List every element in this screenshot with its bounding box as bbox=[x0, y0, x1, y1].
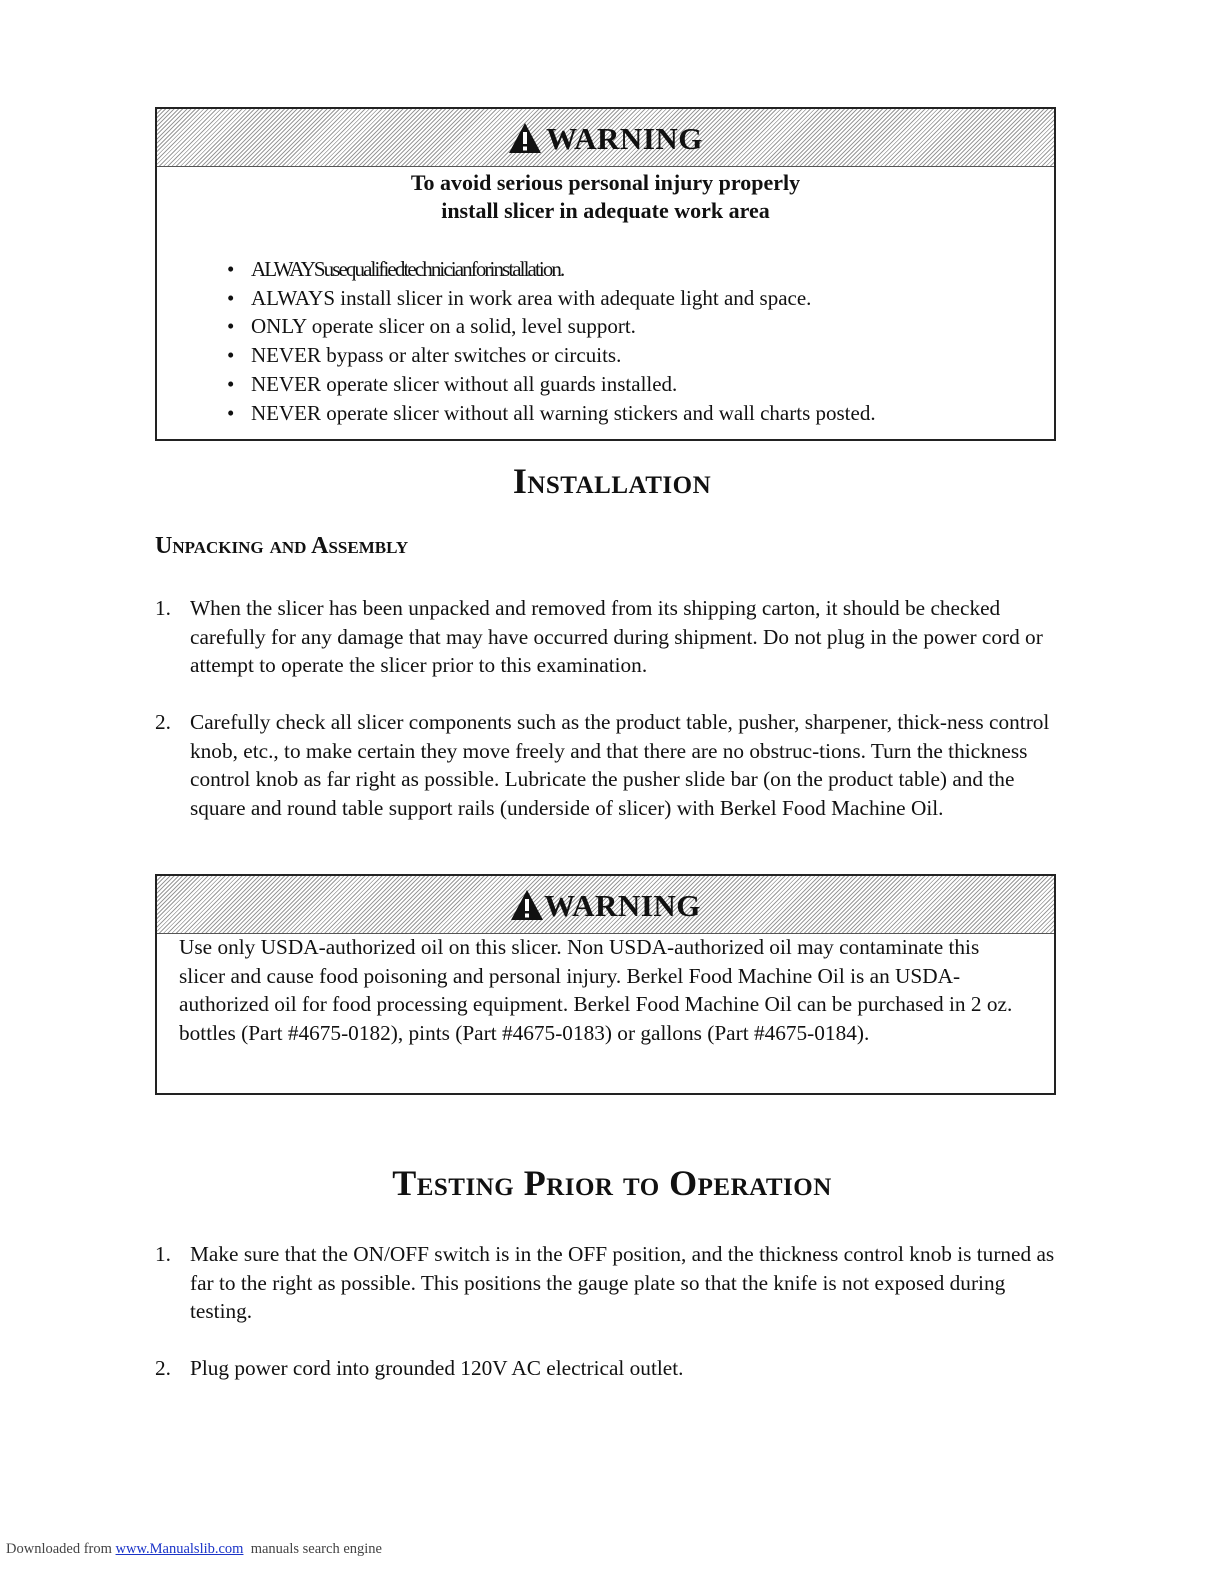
installation-steps bbox=[155, 594, 1060, 822]
warning-list bbox=[227, 255, 876, 427]
footer bbox=[6, 1541, 382, 1558]
installation-heading: Installation bbox=[512, 461, 712, 501]
list-item: • NEVER operate slicer without all guards installed. bbox=[227, 370, 876, 399]
warning-title bbox=[510, 889, 701, 921]
warning-triangle-icon bbox=[508, 122, 542, 154]
step-number: 2. bbox=[155, 710, 171, 734]
warning-box-oil bbox=[155, 874, 1056, 1095]
list-item bbox=[155, 594, 1060, 680]
manualslib-link[interactable]: www.Manualslib.com bbox=[115, 1541, 244, 1557]
step-text: When the slicer has been unpacked and removed from its shipping carton, it should be checked carefully for any damage that may have occurred during shipment. Do not plug in the power cord or attempt to operate the slicer prior to this examination. bbox=[190, 596, 1043, 677]
list-item bbox=[155, 1240, 1060, 1326]
list-item: • ONLY operate slicer on a solid, level support. bbox=[227, 312, 876, 341]
warning-title-text: WARNING bbox=[546, 120, 703, 156]
step-number: 2. bbox=[155, 1356, 171, 1380]
warning-header bbox=[157, 109, 1054, 167]
unpacking-subheading: Unpacking and Assembly bbox=[155, 533, 409, 559]
list-item bbox=[155, 708, 1060, 822]
list-item: • ALWAYS install slicer in work area with adequate light and space. bbox=[227, 284, 876, 313]
warning-title bbox=[508, 122, 703, 154]
step-text: Plug power cord into grounded 120V AC electrical outlet. bbox=[190, 1356, 684, 1380]
list-item: • NEVER operate slicer without all warning stickers and wall charts posted. bbox=[227, 399, 876, 428]
warning-title-text: WARNING bbox=[544, 887, 701, 923]
warning-text: Use only USDA-authorized oil on this slicer. Non USDA-authorized oil may contaminate this slicer and cause food poisoning and personal injury. Berkel Food Machine Oil is an USDA-authorized oil for food processing equipment. Berkel Food Machine Oil can be purchased in 2 oz. bottles (Part #4675-0182), pints (Part #4675-0183) or gallons (Part #4675-0184). bbox=[179, 935, 1013, 1045]
warning-header bbox=[157, 876, 1054, 934]
step-text: Make sure that the ON/OFF switch is in the OFF position, and the thickness control knob is turned as far to the right as possible. This positions the gauge plate so that the knife is not exposed during testing. bbox=[190, 1242, 1055, 1323]
warning-subtitle bbox=[157, 169, 1054, 225]
step-number: 1. bbox=[155, 596, 171, 620]
warning-triangle-icon bbox=[510, 889, 544, 921]
warning-subtitle-line1: To avoid serious personal injury properly bbox=[410, 170, 801, 195]
step-text: Carefully check all slicer components such as the product table, pusher, sharpener, thick-ness control knob, etc., to make certain they move freely and that there are no obstruc-tions. Turn the thickness control knob as far right as possible. Lubricate the pusher slide bar (on the product table) and the square and round table support rails (underside of slicer) with Berkel Food Machine Oil. bbox=[190, 710, 1050, 820]
list-item: • NEVER bypass or alter switches or circuits. bbox=[227, 341, 876, 370]
step-number: 1. bbox=[155, 1242, 171, 1266]
list-item: • ALWAYSusequalifiedtechnicianforinstallation. bbox=[227, 255, 876, 284]
testing-heading: Testing Prior to Operation bbox=[392, 1163, 832, 1203]
warning-box-install bbox=[155, 107, 1056, 441]
list-item bbox=[155, 1354, 1060, 1383]
footer-prefix: Downloaded from bbox=[6, 1541, 112, 1557]
testing-steps bbox=[155, 1240, 1060, 1383]
footer-suffix: manuals search engine bbox=[250, 1541, 382, 1557]
warning-subtitle-line2: install slicer in adequate work area bbox=[441, 198, 770, 223]
